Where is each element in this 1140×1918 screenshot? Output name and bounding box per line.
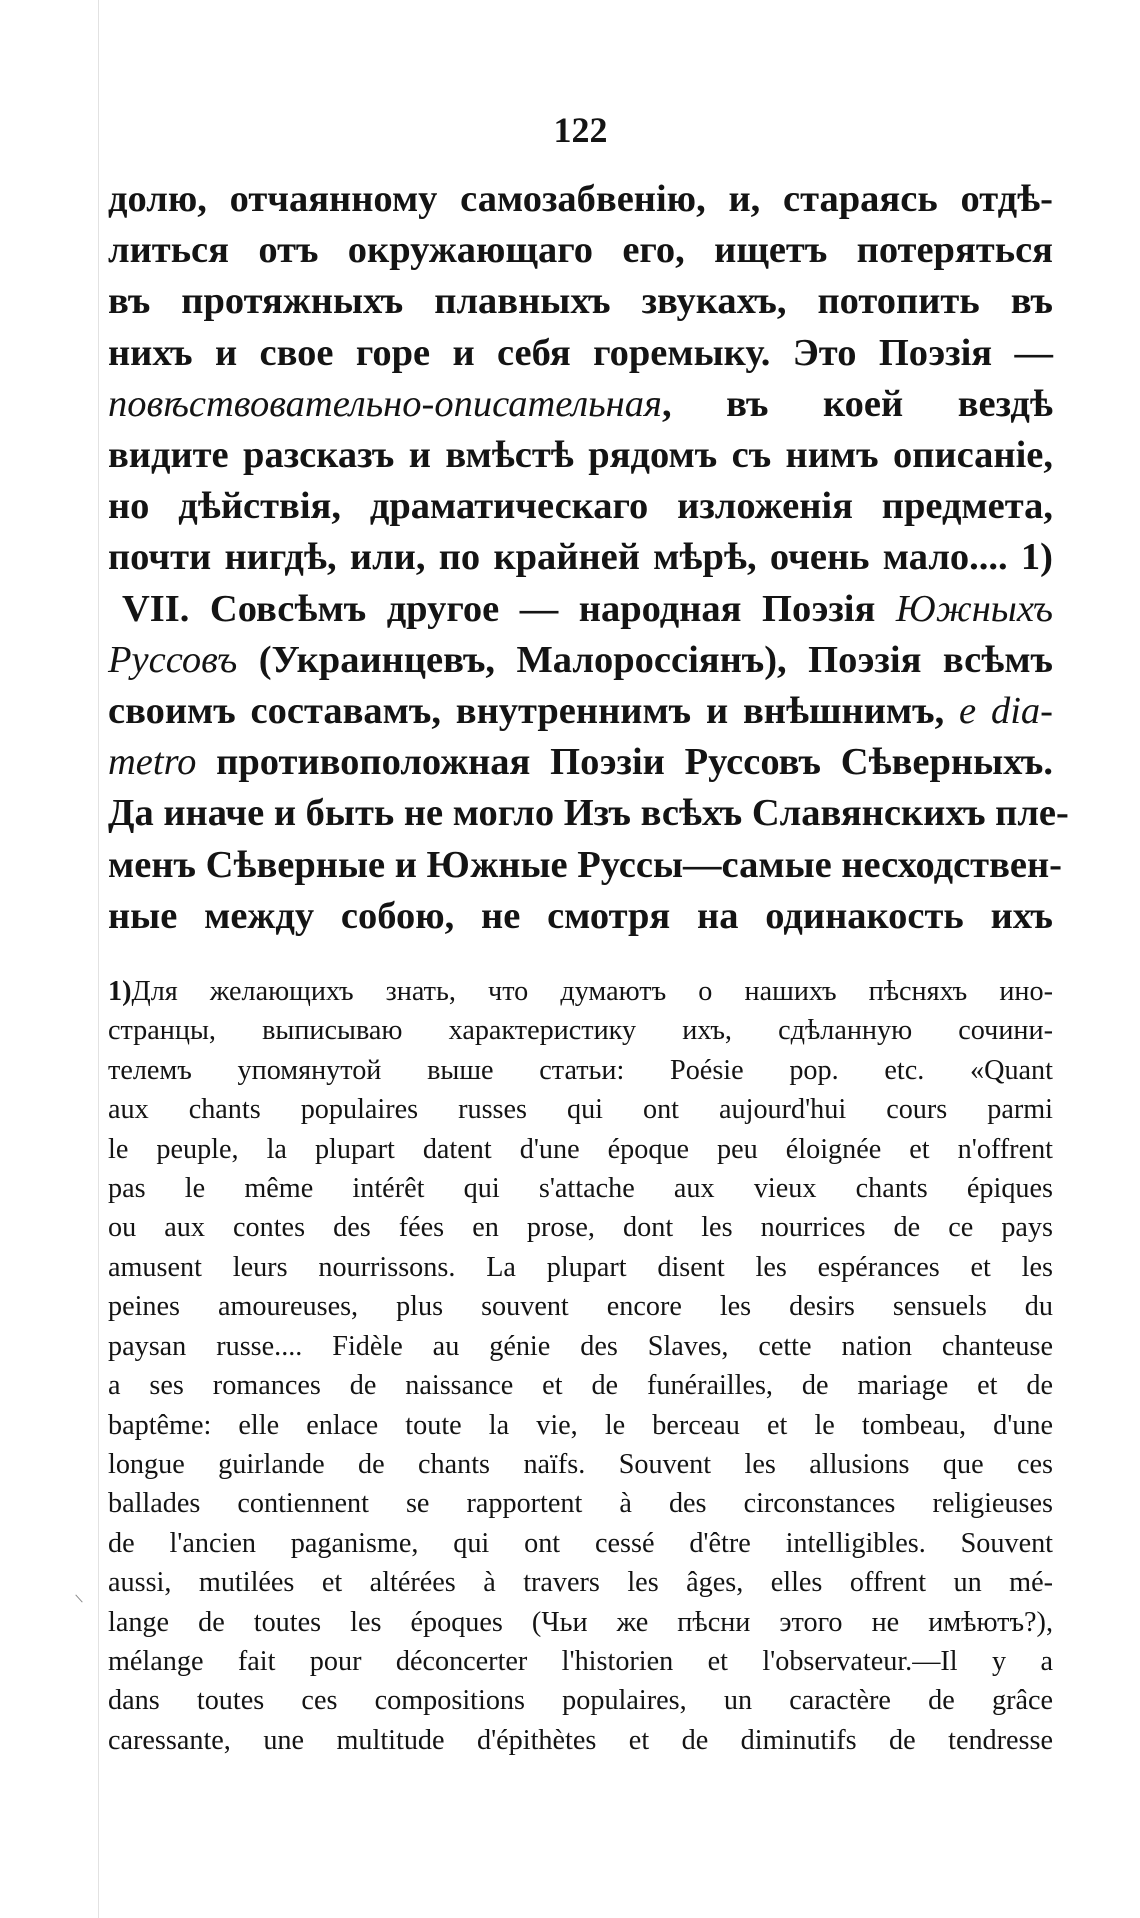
footnote-text: Для желающихъ знать, что думаютъ о нашихъ пѣсняхъ ино-: [131, 976, 1053, 1008]
italic-term: Руссовъ: [108, 638, 238, 681]
main-line: Да иначе и быть не могло Изъ всѣхъ Славянскихъ пле-: [108, 792, 1069, 835]
main-text: [108, 174, 1069, 942]
footnote-line: mélange fait pour déconcerter l'historien et l'observateur.—Il y a: [108, 1645, 1053, 1677]
italic-term: e dia-: [959, 690, 1053, 733]
main-line: нихъ и свое горе и себя горемыку. Это Поэзія —: [108, 331, 1053, 374]
italic-term: metro: [108, 741, 197, 784]
main-line-rest: , въ коей вездѣ: [661, 382, 1053, 425]
main-line: видите разсказъ и вмѣстѣ рядомъ съ нимъ описаніе,: [108, 434, 1053, 477]
footnote-line: paysan russe.... Fidèle au génie des Slaves, cette nation chanteuse: [108, 1330, 1053, 1362]
main-line: [108, 584, 1053, 635]
footnote-line: amusent leurs nourrissons. La plupart disent les espérances et les: [108, 1251, 1053, 1283]
italic-term: повѣствовательно-описательная: [108, 382, 662, 425]
section-start: VII. Совсѣмъ другое — народная Поэзія: [122, 587, 896, 630]
footnote-line: dans toutes ces compositions populaires, un caractère de grâce: [108, 1685, 1053, 1717]
main-line: [108, 737, 1053, 788]
main-line: долю, отчаянному самозабвенію, и, стараясь отдѣ-: [108, 178, 1053, 220]
footnote-line: le peuple, la plupart datent d'une époque peu éloignée et n'offrent: [108, 1133, 1053, 1165]
footnote-line: ballades contiennent se rapportent à des circonstances religieuses: [108, 1488, 1053, 1520]
footnote-line: longue guirlande de chants naïfs. Souvent les allusions que ces: [108, 1448, 1053, 1480]
footnote-line: pas le même intérêt qui s'attache aux vieux chants épiques: [108, 1173, 1053, 1205]
main-line: [108, 379, 1053, 430]
footnote-line: lange de toutes les époques (Чьи же пѣсни этого не имѣютъ?),: [108, 1606, 1053, 1638]
stray-ink-mark: [75, 1594, 82, 1602]
footnote-line: ou aux contes des fées en prose, dont les nourrices de ce pays: [108, 1212, 1053, 1244]
main-line: [108, 635, 1053, 686]
footnote-line: peines amoureuses, plus souvent encore les desirs sensuels du: [108, 1291, 1053, 1323]
main-line-rest: противоположная Поэзіи Руссовъ Сѣверныхъ.: [196, 741, 1053, 784]
main-line-start: своимъ составамъ, внутреннимъ и внѣшнимъ,: [108, 690, 960, 733]
footnote: [108, 972, 1053, 1760]
page-number: 122: [553, 110, 608, 150]
main-line: менъ Сѣверные и Южные Руссы—самые несходствен-: [108, 843, 1062, 886]
footnote-line: de l'ancien paganisme, qui ont cessé d'être intelligibles. Souvent: [108, 1527, 1053, 1559]
book-page: [108, 100, 1069, 1760]
footnote-line: aussi, mutilées et altérées à travers les âges, elles offrent un mé-: [108, 1567, 1053, 1599]
footnote-line: caressante, une multitude d'épithètes et de diminutifs de tendresse: [108, 1724, 1053, 1756]
main-line: [108, 686, 1053, 737]
italic-term: Южныхъ: [895, 587, 1053, 630]
footnote-line: aux chants populaires russes qui ont aujourd'hui cours parmi: [108, 1094, 1053, 1126]
main-line: но дѣйствія, драматическаго изложенія предмета,: [108, 485, 1053, 528]
main-line: ные между собою, не смотря на одинакость ихъ: [108, 894, 1053, 937]
footnote-line: [108, 972, 1053, 1011]
footnote-line: странцы, выписываю характеристику ихъ, сдѣланную сочини-: [108, 1015, 1053, 1047]
main-line-rest: (Украинцевъ, Малороссіянъ), Поэзія всѣмъ: [237, 638, 1053, 681]
footnote-marker: 1): [108, 976, 132, 1008]
footnote-line: a ses romances de naissance et de funérailles, de mariage et de: [108, 1370, 1053, 1402]
main-line: въ протяжныхъ плавныхъ звукахъ, потопить въ: [108, 280, 1053, 323]
footnote-line: телемъ упомянутой выше статьи: Poésie pop. etc. «Quant: [108, 1054, 1053, 1086]
footnote-line: baptême: elle enlace toute la vie, le berceau et le tombeau, d'une: [108, 1409, 1053, 1441]
page-margin-line: [98, 0, 99, 1918]
main-line: почти нигдѣ, или, по крайней мѣрѣ, очень мало.... 1): [108, 536, 1053, 579]
main-line: литься отъ окружающаго его, ищетъ потеряться: [108, 229, 1053, 272]
